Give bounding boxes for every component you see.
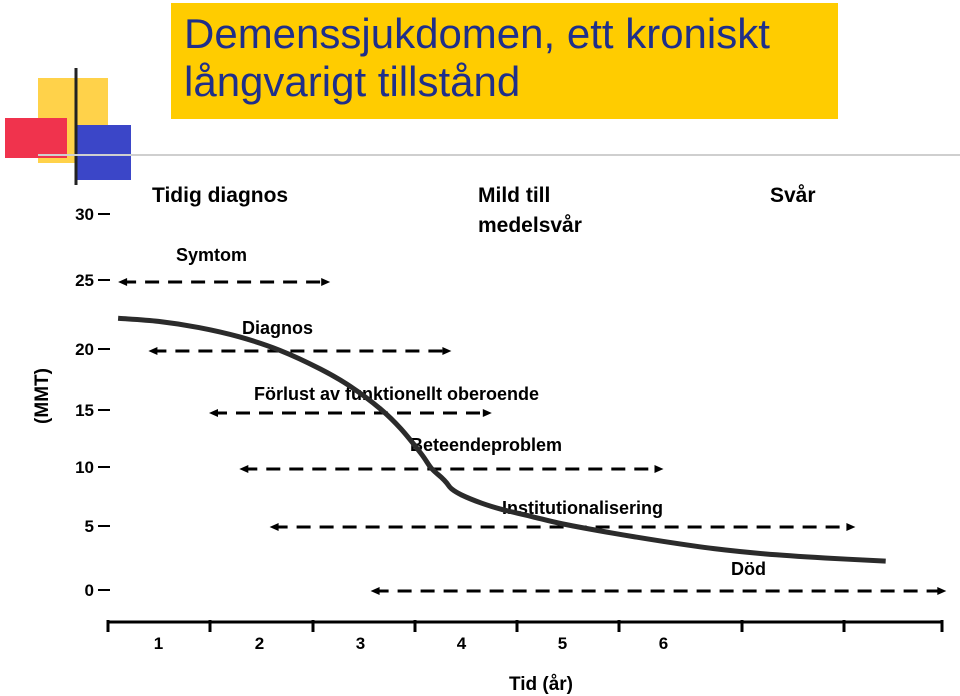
span-label: Död [731,559,766,579]
span-arrow-right [846,523,855,531]
stage-label-mild-moderate: Mild till medelsvår [478,184,582,237]
annotation-spans [118,245,946,595]
span-label: Diagnos [242,318,314,338]
stage-labels [152,184,816,237]
y-axis-label: (MMT) [32,368,53,424]
span-label: Symtom [176,245,248,265]
y-tick-label: 10 [75,458,94,477]
span-arrow-right [483,409,492,417]
x-tick-label: 5 [557,634,568,653]
y-tick-label: 20 [75,340,94,359]
span-label: Institutionalisering [502,498,664,518]
span-arrow-left [239,465,248,473]
x-tick-label: 1 [153,634,164,653]
span-arrow-right [655,465,664,473]
span-arrow-left [148,347,157,355]
slide-title: Demenssjukdomen, ett kroniskt långvarigt tillstånd [184,10,770,105]
y-tick-label: 25 [75,271,94,290]
x-tick-label: 2 [254,634,265,653]
x-axis-label: Tid (år) [508,674,574,695]
span-arrow-right [937,587,946,595]
y-tick-label: 5 [84,517,94,536]
span-arrow-left [371,587,380,595]
y-axis-ticks [75,205,110,600]
span-arrow-left [270,523,279,531]
span-label: Beteendeproblem [410,435,563,455]
span-arrow-left [118,278,127,286]
x-tick-label: 6 [658,634,669,653]
x-axis [108,620,942,653]
y-tick-label: 30 [75,205,94,224]
span-arrow-right [321,278,330,286]
stage-label-severe: Svår [770,184,816,207]
stage-label-early: Tidig diagnos [152,184,289,207]
span-arrow-left [209,409,218,417]
x-tick-label: 3 [355,634,366,653]
y-tick-label: 0 [84,581,94,600]
span-label: Förlust av funktionellt oberoende [254,384,540,404]
x-tick-label: 4 [456,634,467,653]
y-tick-label: 15 [75,401,94,420]
span-arrow-right [442,347,451,355]
